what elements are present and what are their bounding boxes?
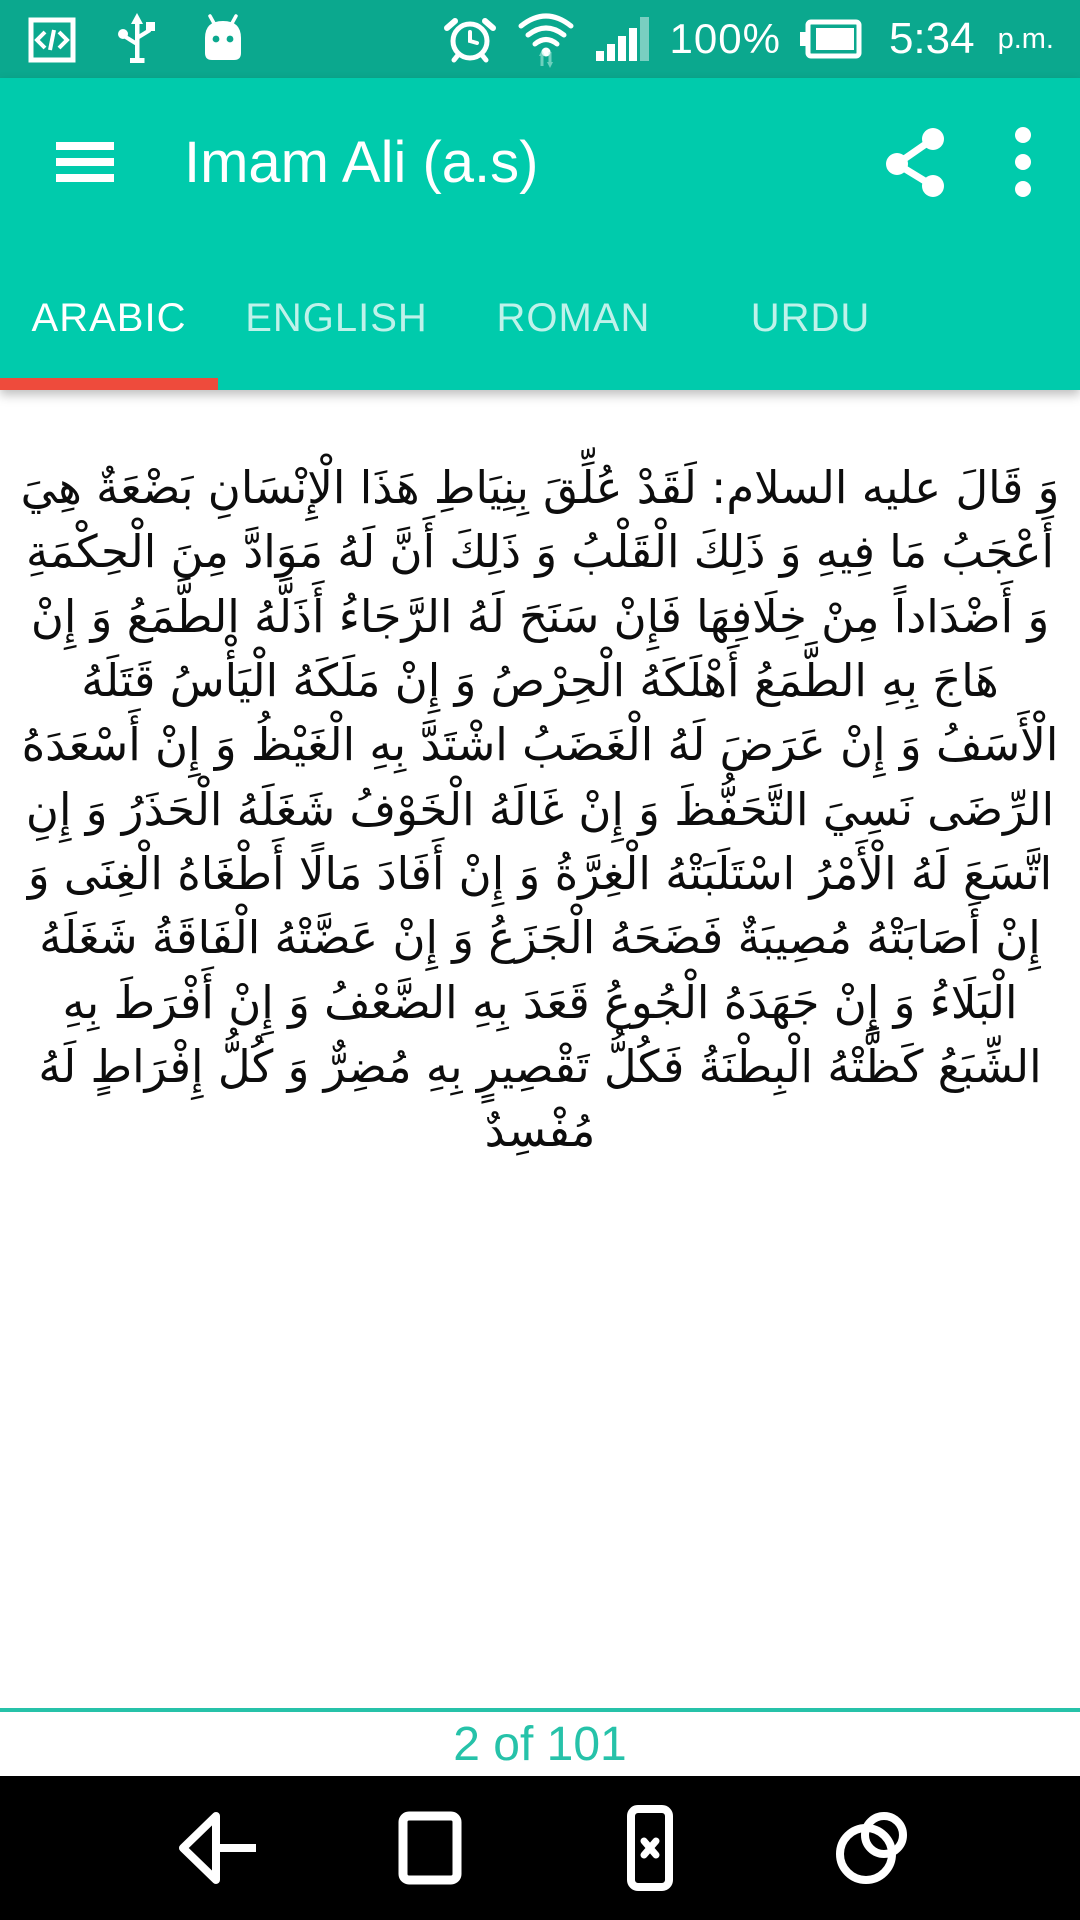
active-tab-indicator (0, 378, 218, 390)
status-bar (0, 0, 1080, 78)
battery-icon (799, 18, 863, 60)
tab-roman-label: ROMAN (496, 295, 651, 340)
quote-page[interactable] (0, 390, 1080, 1708)
tab-english-label: ENGLISH (245, 295, 428, 340)
battery-percent: 100% (669, 15, 781, 62)
app-bar (0, 78, 1080, 246)
page-counter: 2 of 101 (453, 1717, 627, 1771)
header (0, 78, 1080, 390)
app-bar-actions (882, 125, 1032, 199)
tab-arabic[interactable] (0, 246, 218, 390)
android-navigation-bar (0, 1776, 1080, 1920)
tab-urdu[interactable] (692, 246, 929, 390)
pagination-bar (0, 1708, 1080, 1776)
usb-icon (116, 10, 158, 68)
wifi-icon (516, 8, 576, 70)
overflow-menu-icon[interactable] (1014, 125, 1032, 199)
status-bar-right (442, 8, 1054, 70)
tab-roman[interactable] (455, 246, 692, 390)
menu-icon[interactable] (56, 137, 114, 187)
android-mascot-icon (196, 12, 250, 66)
arabic-quote-text: وَ قَالَ عليه السلام: لَقَدْ عُلِّقَ بِنِيَاطِ هَذَا الْإِنْسَانِ بَضْعَةٌ هِيَ أَعْجَبُ مَا فِيهِ وَ ذَلِكَ الْقَلْبُ وَ ذَلِكَ أَنَّ لَهُ مَوَادَّ مِنَ الْحِكْمَةِ وَ أَضْدَاداً مِنْ خِلَافِهَا فَإِنْ سَنَحَ لَهُ الرَّجَاءُ أَذَلَّهُ الطَّمَعُ وَ إِنْ هَاجَ بِهِ الطَّمَعُ أَهْلَكَهُ الْحِرْصُ وَ إِنْ مَلَكَهُ الْيَأْسُ قَتَلَهُ الْأَسَفُ وَ إِنْ عَرَضَ لَهُ الْغَضَبُ اشْتَدَّ بِهِ الْغَيْظُ وَ إِنْ أَسْعَدَهُ الرِّضَى نَسِيَ التَّحَفُّظَ وَ إِنْ غَالَهُ الْخَوْفُ شَغَلَهُ الْحَذَرُ وَ إِنِ اتَّسَعَ لَهُ الْأَمْرُ اسْتَلَبَتْهُ الْغِرَّةُ وَ إِنْ أَفَادَ مَالًا أَطْغَاهُ الْغِنَى وَ إِنْ أَصَابَتْهُ مُصِيبَةٌ فَضَحَهُ الْجَزَعُ وَ إِنْ عَضَّتْهُ الْفَاقَةُ شَغَلَهُ الْبَلَاءُ وَ إِنْ جَهَدَهُ الْجُوعُ قَعَدَ بِهِ الضَّعْفُ وَ إِنْ أَفْرَطَ بِهِ الشِّبَعُ كَظَّتْهُ الْبِطْنَةُ فَكُلُّ تَقْصِيرٍ بِهِ مُضِرٌّ وَ كُلُّ إِفْرَاطٍ لَهُ مُفْسِدٌ (20, 461, 1060, 1158)
share-icon[interactable] (882, 125, 950, 199)
alarm-icon (442, 11, 498, 67)
tab-urdu-label: URDU (750, 295, 871, 340)
close-app-icon[interactable] (624, 1802, 676, 1894)
overlapping-circles-icon[interactable] (824, 1804, 916, 1892)
tab-arabic-label: ARABIC (31, 295, 187, 340)
status-meridiem: p.m. (997, 22, 1054, 55)
tab-english[interactable] (218, 246, 455, 390)
usb-debugging-icon (26, 13, 78, 65)
tab-bar (0, 246, 1080, 390)
page-title: Imam Ali (a.s) (184, 129, 539, 195)
status-time: 5:34 (888, 14, 975, 63)
signal-bars-icon (594, 13, 652, 65)
back-icon[interactable] (160, 1803, 260, 1893)
recents-square-icon[interactable] (394, 1807, 466, 1889)
status-bar-left-icons (26, 10, 250, 68)
